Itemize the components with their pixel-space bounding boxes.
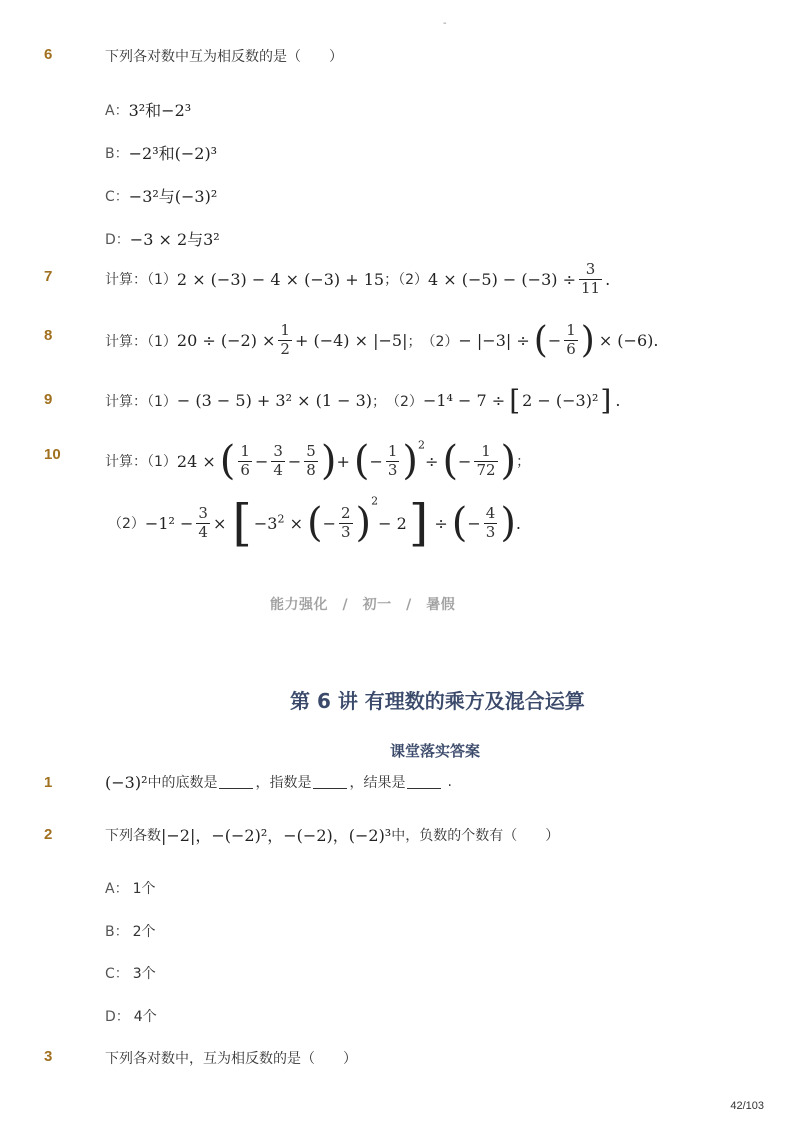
numerator: 3 [273, 441, 283, 460]
neg-three-squared: $-3^2$ × [253, 512, 303, 533]
question-number-9: 9 [44, 391, 53, 408]
page-footer: 能力强化 / 初一 / 暑假 [270, 597, 456, 613]
option-text: 1个 [132, 881, 156, 897]
q7-end: . [605, 269, 611, 289]
q10-prefix: 计算：（1） [105, 454, 177, 470]
q9-sep: ； （2） [372, 393, 423, 410]
q6-option-c[interactable] [105, 184, 217, 207]
q10-part2-prefix: （2） [108, 516, 145, 532]
denominator: 3 [387, 460, 398, 479]
a2-nums: |−2|，−(−2)²，−(−2)，(−2)³ [161, 826, 392, 845]
right-paren: ) [580, 320, 595, 361]
q7-expr2: 4 × (−5) − (−3) ÷ [428, 269, 576, 289]
q10-b: −1² − [144, 513, 194, 533]
right-paren: ) [500, 438, 517, 484]
numerator: 2 [341, 503, 351, 522]
q8-expr1a: 20 ÷ (−2) × [176, 331, 276, 350]
option-text: 4个 [133, 1009, 157, 1025]
option-label: A： [105, 102, 129, 119]
q6-option-d[interactable] [105, 227, 220, 250]
a2-stem-prefix: 下列各数 [105, 827, 161, 844]
q10-a: 24 × [176, 451, 216, 471]
minus-sign: − [547, 331, 562, 350]
page-number: 42/103 [730, 1100, 764, 1112]
minus-two: − 2 [378, 513, 407, 533]
a2-option-a[interactable] [105, 878, 156, 898]
q8-sep: ； （2） [407, 333, 459, 350]
answer-3-stem: 下列各对数中，互为相反数的是（ ） [105, 1051, 357, 1067]
q10-fraction-7 [339, 503, 353, 541]
divide-sign: ÷ [425, 451, 439, 471]
numerator: 1 [387, 441, 398, 460]
a1-end: . [447, 774, 452, 790]
times-sign: × [212, 513, 227, 533]
option-label: C： [105, 188, 129, 205]
q8-fraction-2 [564, 323, 578, 358]
option-text: 3个 [132, 966, 156, 982]
a2-option-b[interactable] [105, 921, 156, 941]
exponent: 2 [418, 438, 426, 452]
option-label: D： [105, 1009, 130, 1025]
question-10-part-2 [108, 494, 521, 552]
option-label: B： [105, 145, 129, 162]
q6-option-b[interactable] [105, 141, 217, 164]
minus-sign: − [458, 451, 472, 471]
denominator: 6 [240, 460, 250, 479]
left-paren: ( [451, 500, 468, 546]
q10-fraction-8 [484, 503, 498, 541]
option-label: D： [105, 231, 130, 248]
question-number-10: 10 [44, 446, 61, 463]
q9-expr2: −1⁴ − 7 ÷ [422, 391, 506, 410]
answer-1-body [105, 772, 452, 792]
left-bracket: [ [232, 494, 252, 552]
q10-end-2: . [515, 513, 522, 533]
option-text: 2个 [132, 924, 156, 940]
q10-fraction-4 [386, 441, 400, 479]
numerator: 3 [198, 503, 208, 522]
minus-sign: − [287, 451, 302, 471]
q8-expr2b: × (−6) [598, 331, 654, 350]
q9-prefix: 计算：（1） [105, 393, 177, 410]
minus-sign: − [467, 513, 481, 533]
denominator: 72 [476, 460, 496, 479]
q8-expr1b: + (−4) × |−5| [294, 331, 408, 350]
a1-text-2: ，指数是 [255, 775, 312, 791]
numerator: 4 [485, 503, 496, 522]
answer-section-title: 课堂落实答案 [390, 742, 481, 760]
denominator: 4 [273, 460, 283, 479]
q7-fraction [579, 262, 602, 297]
q8-fraction-1 [278, 323, 292, 358]
right-paren: ) [320, 438, 337, 484]
left-paren: ( [442, 438, 459, 484]
lecture-title: 第 6 讲 有理数的乘方及混合运算 [290, 689, 585, 713]
q10-fraction-6 [196, 503, 210, 541]
q9-end: . [615, 391, 621, 410]
left-paren: ( [533, 320, 548, 361]
option-label: C： [105, 966, 129, 982]
a2-stem-suffix: 中，负数的个数有（ ） [391, 827, 560, 844]
right-bracket: ] [408, 494, 429, 552]
option-math: −3 × 2与3² [129, 230, 220, 249]
option-math: −2³和(−2)³ [128, 144, 218, 163]
q7-prefix: 计算：（1） [105, 272, 177, 289]
q8-end: . [653, 331, 659, 350]
right-paren: ) [500, 500, 516, 546]
right-paren: ) [402, 438, 419, 484]
question-7-body [105, 262, 610, 297]
question-10-part-1 [105, 438, 530, 484]
a1-text-3: ，结果是 [349, 775, 406, 791]
numerator: 1 [481, 441, 491, 460]
numerator: 1 [566, 321, 576, 340]
minus-sign: − [254, 451, 269, 471]
blank-exponent[interactable] [313, 776, 347, 789]
a2-option-c[interactable] [105, 963, 156, 983]
q6-option-a[interactable] [105, 98, 191, 121]
q10-fraction-1 [238, 441, 252, 479]
plus-sign: + [336, 451, 350, 471]
q8-expr2a: − |−3| ÷ [458, 331, 530, 350]
answer-2-stem [105, 823, 559, 846]
left-bracket: [ [509, 384, 521, 417]
numerator: 1 [240, 441, 250, 460]
question-9-body [105, 384, 620, 417]
q10-fraction-5 [474, 441, 497, 479]
a1-math: (−3)² [105, 772, 148, 792]
denominator: 6 [566, 340, 576, 358]
q10-fraction-3 [304, 441, 318, 479]
numerator: 5 [306, 441, 316, 460]
left-paren: ( [353, 438, 370, 484]
blank-result[interactable] [407, 776, 441, 789]
option-math: −3²与(−3)² [128, 187, 218, 206]
q7-sep: ；（2） [384, 272, 429, 289]
q10-fraction-2 [271, 441, 285, 479]
answer-number-2: 2 [44, 826, 53, 843]
q8-prefix: 计算：（1） [105, 333, 177, 350]
question-6-stem: 下列各对数中互为相反数的是（ ） [105, 49, 343, 65]
option-label: B： [105, 924, 129, 940]
right-bracket: ] [600, 384, 612, 417]
question-number-7: 7 [44, 268, 53, 285]
left-paren: ( [306, 500, 323, 546]
answer-number-1: 1 [44, 774, 53, 791]
question-number-8: 8 [44, 327, 53, 344]
q10-end-1: ； [516, 454, 531, 470]
option-math: 3²和−2³ [128, 101, 192, 120]
denominator: 3 [341, 522, 351, 541]
question-8-body [105, 320, 658, 361]
right-paren: ) [355, 500, 372, 546]
denominator: 11 [580, 278, 601, 297]
numerator: 3 [585, 260, 596, 278]
minus-sign: − [322, 513, 336, 533]
denominator: 3 [485, 522, 496, 541]
answer-number-3: 3 [44, 1048, 53, 1065]
denominator: 4 [198, 522, 208, 541]
numerator: 1 [280, 321, 290, 340]
exponent: 2 [371, 494, 379, 508]
q9-bracket-content: 2 − (−3)² [522, 391, 599, 410]
a2-option-d[interactable] [105, 1006, 157, 1026]
a1-text-1: 中的底数是 [147, 775, 218, 791]
blank-base[interactable] [219, 776, 253, 789]
minus-sign: − [369, 451, 383, 471]
divide-sign: ÷ [434, 513, 448, 533]
header-mark: - [443, 18, 447, 29]
denominator: 8 [306, 460, 316, 479]
option-label: A： [105, 881, 129, 897]
left-paren: ( [219, 438, 236, 484]
question-number-6: 6 [44, 46, 53, 63]
q9-expr1: − (3 − 5) + 3² × (1 − 3) [176, 391, 373, 410]
q7-expr1: 2 × (−3) − 4 × (−3) + 15 [176, 269, 385, 289]
denominator: 2 [280, 340, 290, 358]
